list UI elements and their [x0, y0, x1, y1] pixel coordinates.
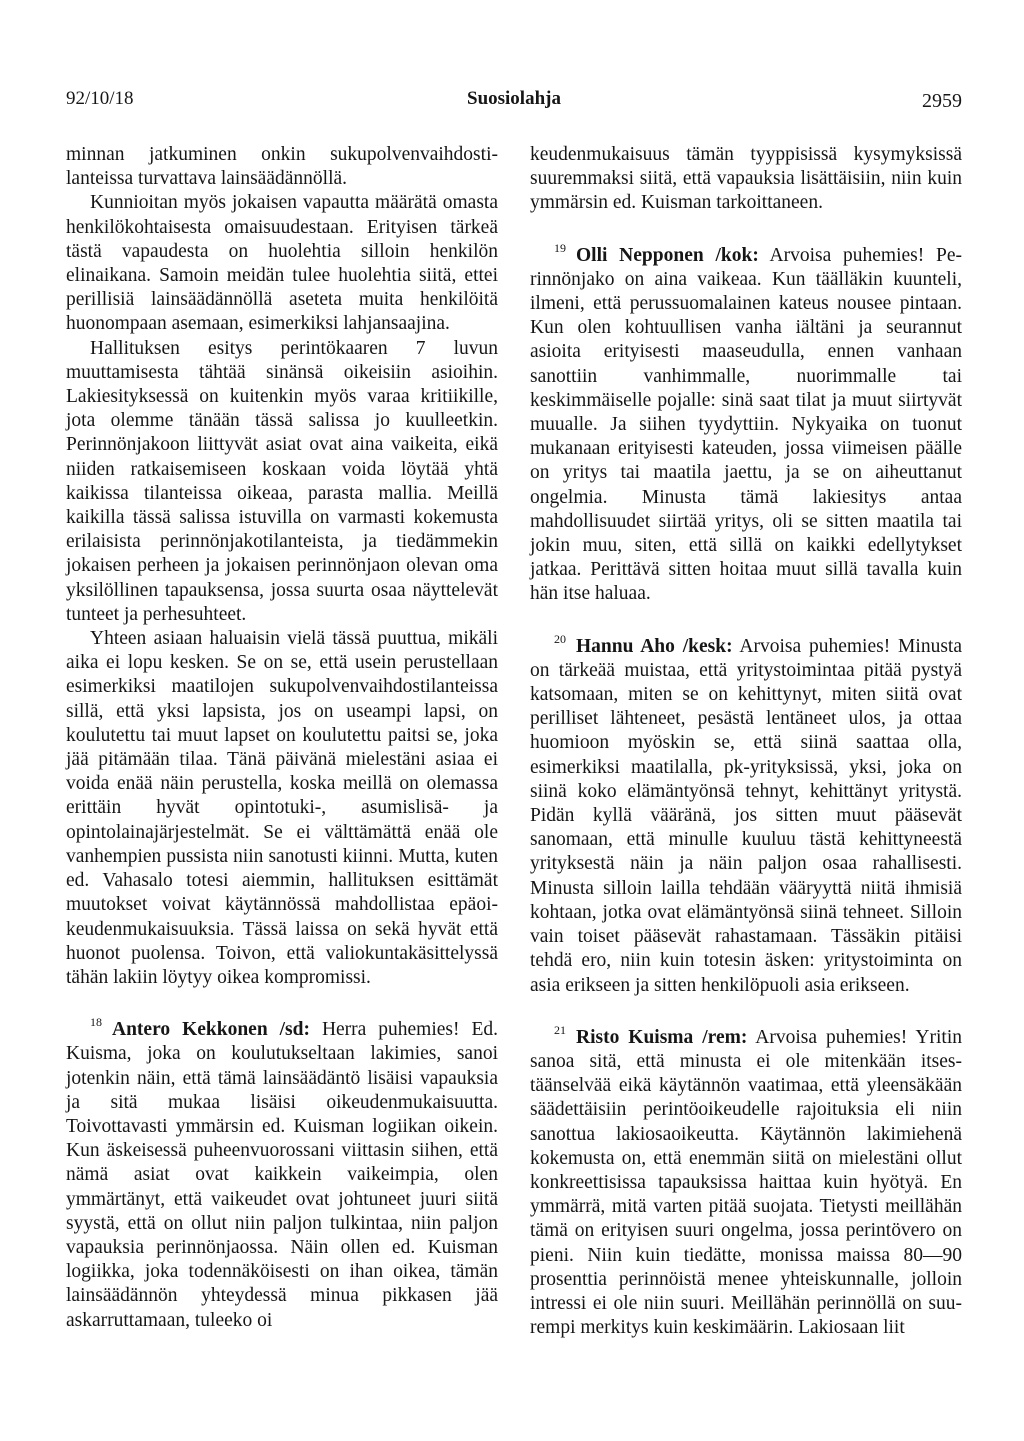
speech-text: Arvoisa puhemies! Perinnönjako on aina vaikeaa. Kun täälläkin kuunteli, ilmeni, että perussuomalainen kateus nousee pintaan. Kun olen kohtuullisen vanha iältäni ja seurannut asioita erityisesti maaseudulla, ennen vanhaan sanottiin vanhimmalle, nuorimmalle tai keskimmäiselle pojalle: sinä saat tilat ja muut siirtyvät muualle. Ja siihen tyydyttiin. Nykyaika on tuonut mukanaan erityisesti kateuden, jossa viimeisen päälle on yritys tai maatila jaettu, ja se on aiheuttanut ongelmia. Minusta tämä lakiesitys antaa mahdollisuudet siirtää yritys, oli se sitten maatila tai jokin muu, siten, että sillä on kaikki edellytykset jatkaa. Perittävä sitten hoitaa muut sillä tavalla kuin hän itse haluaa.	[530, 244, 962, 605]
speech-number: 21	[554, 1022, 566, 1037]
speaker-name: Hannu Aho /kesk:	[576, 635, 733, 657]
speech-21	[530, 1018, 962, 1341]
paragraph: Kunnioitan myös jokaisen vapautta määrätä omasta henkilökohtaisesta omaisuudestaan. Erityisen tärkeä tästä vapaudesta on huolehtia silloin henkilön elinaikana. Samoin meidän tulee huolehtia siitä, ettei perillisiä lainsäädännöllä aseteta muita henkilöitä huonompaan asemaan, esimerkiksi lahjansaajina.	[66, 192, 498, 335]
paragraph: Yhteen asiaan haluaisin vielä tässä puuttua, mikäli aika ei lopu kesken. Se on se, että usein perustellaan esimerkiksi maatilojen sukupolvenvaihdostilanteissa sillä, että yksi lapsista, jos on useampi lapsi, on koulutettu tai muut lapset on koulutettu paitsi se, joka jää pitämään tilaa. Tänä päivänä mielestäni asiaa ei voida enää näin perustella, koska meillä on olemassa erittäin hyvät opintotuki-, asumislisä- ja opintolainajärjestelmät. Se ei välttämättä enää ole vanhempien pussista niin sanotusti kiinni. Mutta, kuten ed. Vahasalo totesi aiemmin, hallituksen esittämät muutokset voivat käytännössä mahdollistaa epäoikeudenmukaisuuksia. Tässä laissa on sekä hyvät että huonot puolensa. Toivon, että valiokuntakäsittelyssä tähän lakiin löytyy oikea kompromissi.	[66, 628, 498, 988]
speech-number: 19	[554, 240, 566, 255]
speech-text: Arvoisa puhemies! Minusta on tärkeää muistaa, että yritystoimintaa pitää pystyä katsomaan, miten se on kehittynyt, miten siitä ovat perilliset lähteneet, pesästä lentäneet ulos, ja ottaa huomioon myöskin se, että siinä saattaa olla, esimerkiksi maatilalla, pk-yrityksissä, yksi, joka on siinä koko elämäntyönsä tehnyt, kehittänyt yritystä. Pidän kyllä vääränä, jos sitten muut pääsevät sanomaan, että minulle kuuluu tästä kehittyneestä yrityksestä näin ja näin paljon osaa rahallisesti. Minusta silloin lailla tehdään vääryyttä niitä ihmisiä kohtaan, jotka ovat elämäntyönsä siinä tehneet. Silloin vain toiset pääsevät rahastamaan. Tässäkin pitäisi tehdä ero, niin kuin totesin äsken: yritystoiminta on asia erikseen ja sitten henkilöpuoli asia erikseen.	[530, 635, 962, 996]
speaker-name: Antero Kekkonen /sd:	[112, 1019, 310, 1041]
speech-number: 20	[554, 631, 566, 646]
page-header	[66, 88, 962, 114]
paragraph: minnan jatkuminen onkin sukupolvenvaihdostilanteissa turvattava lainsäädännöllä.	[66, 144, 498, 190]
document-number: 92/10/18	[66, 88, 134, 109]
speaker-name: Risto Kuisma /rem:	[576, 1026, 748, 1048]
left-column	[66, 143, 498, 1333]
speech-19	[530, 236, 962, 607]
running-title: Suosiolahja	[467, 88, 561, 109]
paragraph: keudenmukaisuus tämän tyyppisissä kysymyksissä suuremmaksi siitä, että vapauksia lisättäisiin, niin kuin ymmärsin ed. Kuisman tarkoittaneen.	[530, 144, 962, 214]
page-number: 2959	[922, 90, 962, 112]
speech-text: Arvoisa puhemies! Yritin sanoa sitä, että minusta ei ole mitenkään itsestäänselvää eikä käytännön vaatimaa, että yleensäkään säädettäisiin perintöoikeudelle rajoituksia eli niin sanottua lakiosaoikeutta. Käytännön lakimiehenä kokemusta on, että enemmän siitä on mielestäni ollut konkreettisissa tapauksissa haittaa kuin hyötyä. En ymmärrä, mitä varten pitää suojata. Tietysti meillähän tämä on erityisen suuri ongelma, jossa perintövero on pieni. Niin kuin tiedätte, monissa maissa 80—90 prosenttia perinnöistä menee yhteiskunnalle, jolloin intressi ei ole niin suuri. Meillähän perinnöllä on suurempi merkitys kuin keskimäärin. Lakiosaan liit	[530, 1026, 962, 1339]
speech-18	[66, 1010, 498, 1333]
speaker-name: Olli Nepponen /kok:	[576, 244, 759, 266]
speech-number: 18	[90, 1015, 102, 1030]
right-column	[530, 143, 962, 1340]
speech-20	[530, 627, 962, 998]
speech-text: Herra puhemies! Ed. Kuisma, joka on koulutukseltaan lakimies, sanoi jotenkin näin, että tämä lainsäädäntö lisäisi vapauksia ja sitä mukaa lisäisi oikeudenmukaisuutta. Toivottavasti ymmärsin ed. Kuisman logiikan oikein. Kun äskeisessä puheenvuorossani viittasin siihen, että nämä asiat ovat kaikkein vaikeimpia, olen ymmärtänyt, että vaikeudet ovat johtuneet juuri siitä syystä, että on ollut niin paljon tulkintaa, niin paljon vapauksia perinnönjaossa. Näin ollen ed. Kuisman logiikka, joka todennäköisesti on ihan oikea, tämän lainsäädännön yhteydessä minua pikkasen jää askarruttamaan, tuleeko oi	[66, 1019, 498, 1331]
paragraph: Hallituksen esitys perintökaaren 7 luvun muuttamisesta tähtää sinänsä oikeisiin asioihin. Lakiesityksessä on kuitenkin myös varaa kritiikille, jota olemme tänään tässä salissa jo kuulleetkin. Perinnönjakoon liittyvät asiat ovat aina vaikeita, eikä niiden ratkaisemiseen koskaan voida löytää yhtä kaikissa tilanteissa oikeaa, parasta mallia. Meillä kaikilla tässä salissa istuvilla on varmasti kokemusta erilaisista perinnönjakotilanteista, ja tiedämmekin jokaisen perheen ja jokaisen perinnönjaon olevan oma yksilöllinen tapauksensa, jossa suurta osaa näyttelevät tunteet ja perhesuhteet.	[66, 337, 498, 625]
